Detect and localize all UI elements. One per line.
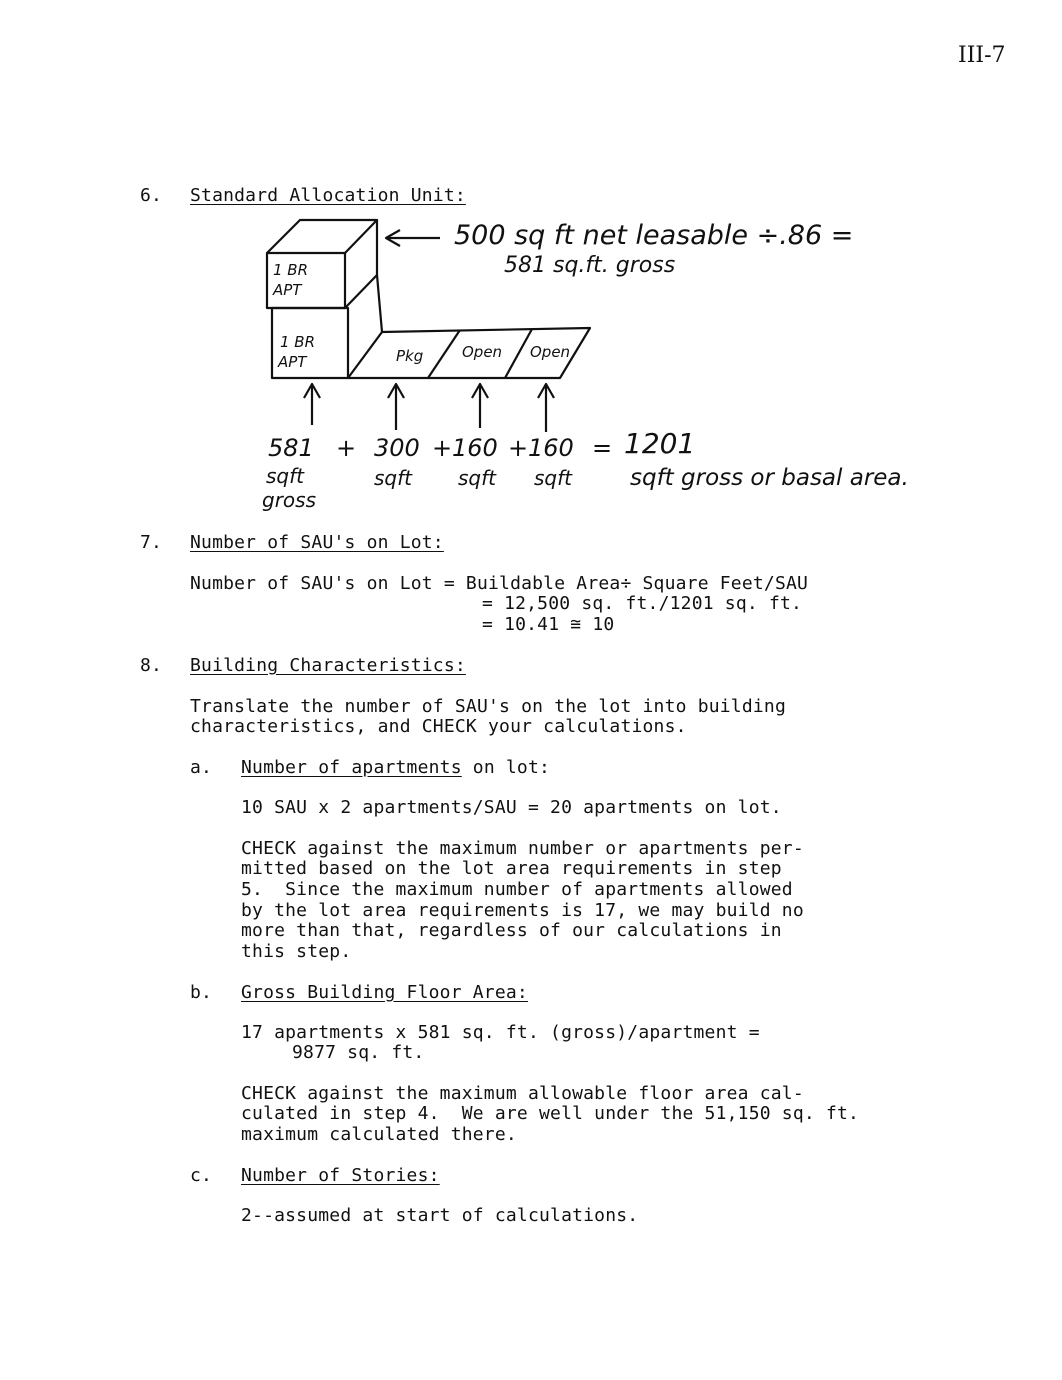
sum-value-1: 581 — [268, 434, 314, 462]
item-c-text: 2--assumed at start of calculations. — [241, 1205, 639, 1226]
sum-value-2: 300 — [374, 434, 420, 462]
sum-total-unit: sqft gross or basal area. — [630, 465, 909, 491]
section-6-number: 6. — [140, 185, 163, 206]
diagram-note-line2: 581 sq.ft. gross — [504, 253, 676, 278]
item-c-title: Number of Stories: — [241, 1165, 440, 1186]
strip-divider-2 — [505, 329, 532, 378]
top-box-label-line1: 1 BR — [273, 261, 309, 279]
section-8-intro-line1: Translate the number of SAU's on the lot into building — [190, 696, 786, 717]
item-a-calculation: 10 SAU x 2 apartments/SAU = 20 apartments on lot. — [241, 797, 782, 818]
item-b-letter: b. — [190, 982, 213, 1003]
item-a-check-line3: 5. Since the maximum number of apartments allowed — [241, 879, 793, 900]
section-7-number: 7. — [140, 532, 163, 553]
sum-total: 1201 — [624, 427, 696, 460]
item-a-check-line6: this step. — [241, 941, 352, 962]
sum-equals: = — [592, 434, 613, 462]
top-box-side — [345, 220, 377, 308]
sau-formula-line3: = 10.41 ≅ 10 — [482, 614, 615, 635]
sau-formula-line1: Number of SAU's on Lot = Buildable Area÷ Square Feet/SAU — [190, 573, 809, 594]
item-a-title: Number of apartments — [241, 757, 462, 778]
sum-unit-4: sqft — [534, 466, 572, 490]
item-a-heading — [241, 758, 550, 778]
sum-unit-3: sqft — [458, 466, 496, 490]
bottom-box-label-line1: 1 BR — [280, 333, 316, 351]
item-a-letter: a. — [190, 757, 213, 778]
sum-unit-1-gross: gross — [262, 488, 316, 512]
sum-plus-3: + — [508, 434, 529, 462]
page-number: III-7 — [958, 43, 1006, 68]
section-6-title: Standard Allocation Unit: — [190, 185, 466, 206]
top-box-top — [267, 220, 377, 253]
item-b-check-line2: culated in step 4. We are well under the 51,150 sq. ft. — [241, 1103, 860, 1124]
item-b-check-line3: maximum calculated there. — [241, 1124, 517, 1145]
bottom-box-label-line2: APT — [278, 353, 307, 371]
sum-unit-1: sqft — [266, 464, 304, 488]
strip-divider-1 — [428, 330, 460, 378]
bottom-box-side — [348, 275, 382, 378]
item-a-check-line2: mitted based on the lot area requirements in step — [241, 858, 782, 879]
section-8-number: 8. — [140, 655, 163, 676]
diagram-note-line1: 500 sq ft net leasable ÷.86 = — [454, 220, 854, 251]
section-8-intro-line2: characteristics, and CHECK your calculations. — [190, 716, 687, 737]
sum-value-3: 160 — [452, 434, 498, 462]
item-b-calc-line1: 17 apartments x 581 sq. ft. (gross)/apartment = — [241, 1022, 760, 1043]
item-b-title: Gross Building Floor Area: — [241, 982, 528, 1003]
item-a-title-rest: on lot: — [461, 757, 551, 778]
cell-pkg: Pkg — [396, 347, 424, 365]
item-b-check-line1: CHECK against the maximum allowable floor area cal- — [241, 1083, 804, 1104]
section-7-title: Number of SAU's on Lot: — [190, 532, 444, 553]
sum-plus-1: + — [336, 434, 357, 462]
item-b-calc-line2: 9877 sq. ft. — [292, 1042, 425, 1063]
item-a-check-line1: CHECK against the maximum number or apartments per- — [241, 838, 804, 859]
sau-formula-line2: = 12,500 sq. ft./1201 sq. ft. — [482, 593, 803, 614]
cell-open-1: Open — [462, 343, 503, 361]
item-c-letter: c. — [190, 1165, 213, 1186]
item-a-check-line5: more than that, regardless of our calculations in — [241, 920, 782, 941]
sum-unit-2: sqft — [374, 466, 412, 490]
item-a-check-line4: by the lot area requirements is 17, we may build no — [241, 900, 804, 921]
section-8-title: Building Characteristics: — [190, 655, 466, 676]
top-box-label-line2: APT — [273, 281, 302, 299]
sum-value-4: 160 — [528, 434, 574, 462]
sum-plus-2: + — [432, 434, 453, 462]
cell-open-2: Open — [530, 343, 571, 361]
